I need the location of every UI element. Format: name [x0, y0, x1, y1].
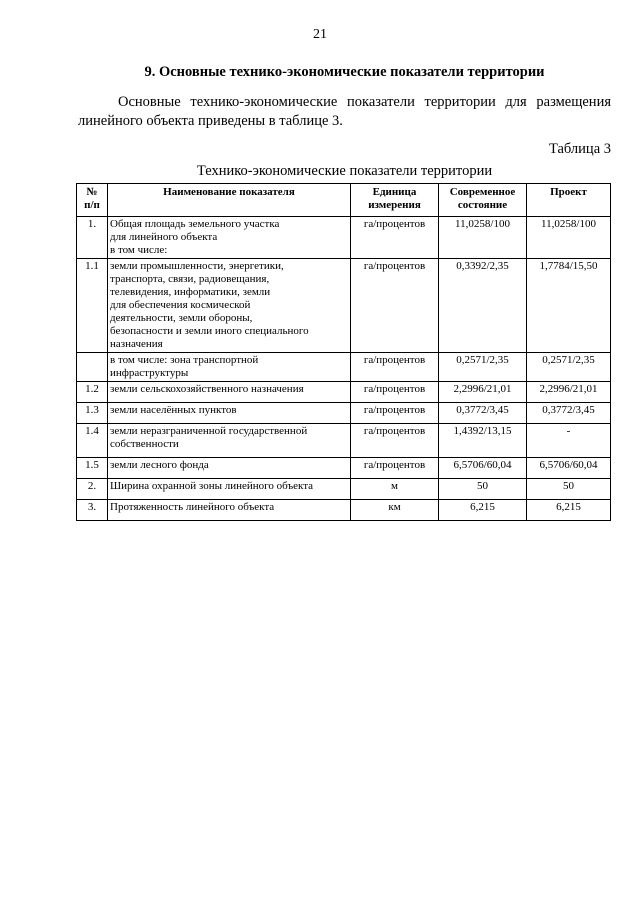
table-row: [77, 217, 611, 259]
table-row: [77, 500, 611, 521]
row-project: 0,3772/3,45: [527, 403, 611, 424]
row-unit: га/процентов: [351, 217, 439, 259]
table-row: [77, 259, 611, 353]
row-project: 50: [527, 479, 611, 500]
row-name: земли населённых пунктов: [108, 403, 351, 424]
header-project: Проект: [527, 184, 611, 217]
row-project: -: [527, 424, 611, 458]
table-row: [77, 424, 611, 458]
table-caption: Технико-экономические показатели территории: [196, 163, 493, 179]
row-name: Общая площадь земельного участка для линейного объекта в том числе:: [108, 217, 351, 259]
row-unit: га/процентов: [351, 382, 439, 403]
row-num: 1.: [77, 217, 108, 259]
indicators-table: [76, 183, 611, 521]
row-unit: га/процентов: [351, 353, 439, 382]
table-row: [77, 403, 611, 424]
row-project: 6,215: [527, 500, 611, 521]
row-num: 3.: [77, 500, 108, 521]
table-body: [77, 217, 611, 521]
header-unit: Единица измерения: [351, 184, 439, 217]
page-number: 21: [313, 27, 327, 42]
intro-paragraph: Основные технико-экономические показатели территории для размещения линейного объекта приведены в таблице 3.: [78, 94, 611, 129]
row-current: 6,5706/60,04: [439, 458, 527, 479]
row-project: 0,2571/2,35: [527, 353, 611, 382]
row-project: 1,7784/15,50: [527, 259, 611, 353]
row-project: 2,2996/21,01: [527, 382, 611, 403]
row-unit: га/процентов: [351, 424, 439, 458]
table-row: [77, 382, 611, 403]
row-current: 11,0258/100: [439, 217, 527, 259]
header-current: Современное состояние: [439, 184, 527, 217]
row-unit: га/процентов: [351, 259, 439, 353]
header-num: № п/п: [77, 184, 108, 217]
row-num: 2.: [77, 479, 108, 500]
header-name: Наименование показателя: [108, 184, 351, 217]
row-num: 1.3: [77, 403, 108, 424]
table-row: [77, 458, 611, 479]
table-row: [77, 353, 611, 382]
row-current: 0,3392/2,35: [439, 259, 527, 353]
row-name: в том числе: зона транспортной инфраструктуры: [108, 353, 351, 382]
row-name: земли промышленности, энергетики, транспорта, связи, радиовещания, телевидения, информатики, земли для обеспечения космической деятельности, земли обороны, безопасности и земли иного специального назначения: [108, 259, 351, 353]
row-current: 0,2571/2,35: [439, 353, 527, 382]
row-num: 1.2: [77, 382, 108, 403]
row-unit: га/процентов: [351, 403, 439, 424]
row-name: земли лесного фонда: [108, 458, 351, 479]
section-heading: 9. Основные технико-экономические показатели территории: [144, 64, 545, 80]
row-name: Ширина охранной зоны линейного объекта: [108, 479, 351, 500]
row-project: 6,5706/60,04: [527, 458, 611, 479]
row-current: 6,215: [439, 500, 527, 521]
table-header-row: [77, 184, 611, 217]
row-name: земли неразграниченной государственной собственности: [108, 424, 351, 458]
row-current: 2,2996/21,01: [439, 382, 527, 403]
table-row: [77, 479, 611, 500]
row-unit: м: [351, 479, 439, 500]
row-name: Протяженность линейного объекта: [108, 500, 351, 521]
row-project: 11,0258/100: [527, 217, 611, 259]
row-current: 1,4392/13,15: [439, 424, 527, 458]
row-current: 0,3772/3,45: [439, 403, 527, 424]
row-num: 1.4: [77, 424, 108, 458]
row-name: земли сельскохозяйственного назначения: [108, 382, 351, 403]
row-current: 50: [439, 479, 527, 500]
row-unit: км: [351, 500, 439, 521]
row-unit: га/процентов: [351, 458, 439, 479]
row-num: [77, 353, 108, 382]
row-num: 1.1: [77, 259, 108, 353]
table-label: Таблица 3: [548, 141, 611, 157]
row-num: 1.5: [77, 458, 108, 479]
